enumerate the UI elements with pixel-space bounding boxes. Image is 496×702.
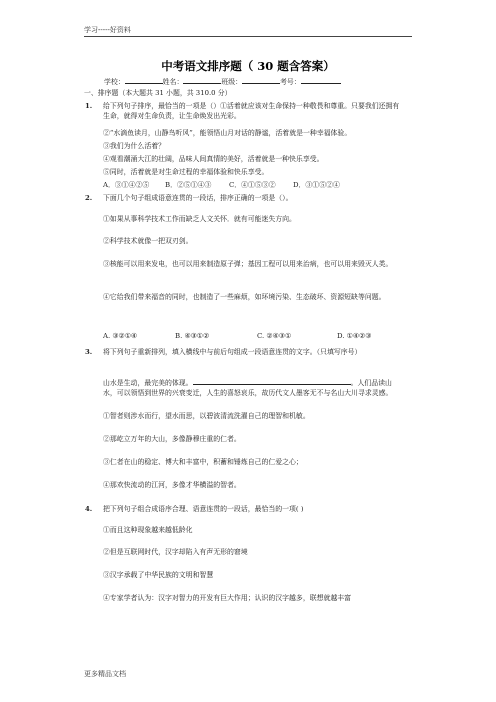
question-stem: 下面几个句子组成语意连贯的一段话，排序正确的一项是（）。 [103, 194, 293, 202]
option-a[interactable]: A. ③②①④ [103, 332, 138, 340]
answer-options [103, 180, 340, 190]
option-c[interactable]: C. ②④③① [257, 332, 292, 340]
question-number: 3. [85, 348, 93, 356]
passage-end: 。人们品读山水，可以领悟到世界的兴衰变迁，人生的喜怒哀乐，故历代文人墨客无不与名山大川寻求灵感。 [103, 379, 393, 397]
sentence-item: ①如果从事科学技术工作而缺乏人文关怀．就有可能迷失方向。 [103, 215, 296, 223]
sentence-item: ②科学技术就像一把双刃剑。 [103, 237, 193, 245]
sentence-item: ③汉字承载了中华民族的文明和智慧 [103, 571, 214, 579]
answer-blank[interactable] [193, 377, 351, 385]
name-blank[interactable] [183, 76, 221, 84]
name-label: 姓名： [162, 78, 184, 86]
sentence-item: ④专家学者认为：汉字对智力的开发有巨大作用；认识的汉字越多，联想就越丰富 [103, 594, 352, 602]
sentence-item: ②“水滴鱼读月，山静鸟听风”，能领悟山月对话的静谧，活着就是一种幸福体验。 [103, 129, 352, 137]
option-c[interactable]: C．④①⑤③② [229, 181, 276, 189]
school-label: 学校： [104, 78, 125, 86]
option-a[interactable]: A．③①④②⑤ [103, 181, 150, 189]
info-line [104, 76, 341, 87]
page-title: 中考语文排序题（ 30 题含答案） [161, 59, 335, 73]
exam-no-blank[interactable] [301, 76, 341, 84]
class-blank[interactable] [242, 76, 280, 84]
sentence-item: ①而且这种现象越来越低龄化 [103, 526, 193, 534]
question-stem: 将下列句子重新排列，填入横线中与前后句组成一段语意连贯的文字。（只填写序号） [103, 348, 362, 356]
sentence-item: ④那欢快流动的江河，多像才华横溢的智者。 [103, 481, 241, 489]
passage-start: 山水是生动，最完美的体现。 [103, 379, 193, 387]
sentence-item: ②但是互联网时代，汉字却陷入有声无形的窘境 [103, 548, 248, 556]
exam-no-label: 考号： [280, 78, 301, 86]
sentence-item: ③仁者在山的稳定、博大和丰富中，积蓄和锤炼自己的仁爱之心； [103, 458, 303, 466]
answer-options [103, 331, 371, 341]
question-number: 1. [85, 102, 93, 110]
option-b[interactable]: B．②⑤①④③ [165, 181, 212, 189]
sentence-item: ④它给我们带来福音的同时，也制造了一些麻烦，如环境污染、生态破坏、资源短缺等问题。 [103, 293, 386, 301]
option-b[interactable]: B. ④③①② [175, 332, 210, 340]
page-header: 学习-----好资料 [84, 26, 131, 34]
passage [103, 377, 403, 398]
option-d[interactable]: D. ①④②③ [337, 332, 372, 340]
sentence-item: ②那屹立万年的大山，多像静穆庄重的仁者。 [103, 435, 241, 443]
sentence-item: ①智者则涉水而行，望水而思，以碧波清流洗濯自己的理智和机敏。 [103, 412, 310, 420]
sentence-item: ③核能可以用来发电，也可以用来制造原子弹；基因工程可以用来治病，也可以用来毁灭人类。 [103, 260, 393, 268]
option-d[interactable]: D．③①⑤②④ [293, 181, 340, 189]
question-stem: 把下列句子组合成语序合理、语意连贯的一段话，最恰当的一项( ) [103, 505, 304, 513]
question-number: 4. [85, 505, 93, 513]
sentence-item: ⑤同时，活着就是对生命过程的幸福体验和快乐享受。 [103, 168, 269, 176]
sentence-item: ④观看潮涌大江的壮阔，品味人间真情的美好，活着就是一种快乐享受。 [103, 155, 324, 163]
question-stem: 给下列句子排序，最恰当的一项是（）①活着就应该对生命保持一种敬畏和尊重。只要我们还拥有生命，就得对生命负责，让生命焕发出光彩。 [103, 102, 400, 120]
page-footer: 更多精品文档 [84, 670, 126, 678]
header-divider [84, 36, 412, 37]
school-blank[interactable] [125, 76, 163, 84]
section-heading: 一、排序题（本大题共 31 小题，共 310.0 分） [84, 89, 232, 97]
question-number: 2. [85, 194, 93, 202]
class-label: 班级： [221, 78, 243, 86]
sentence-item: ③我们为什么活着？ [103, 142, 166, 150]
